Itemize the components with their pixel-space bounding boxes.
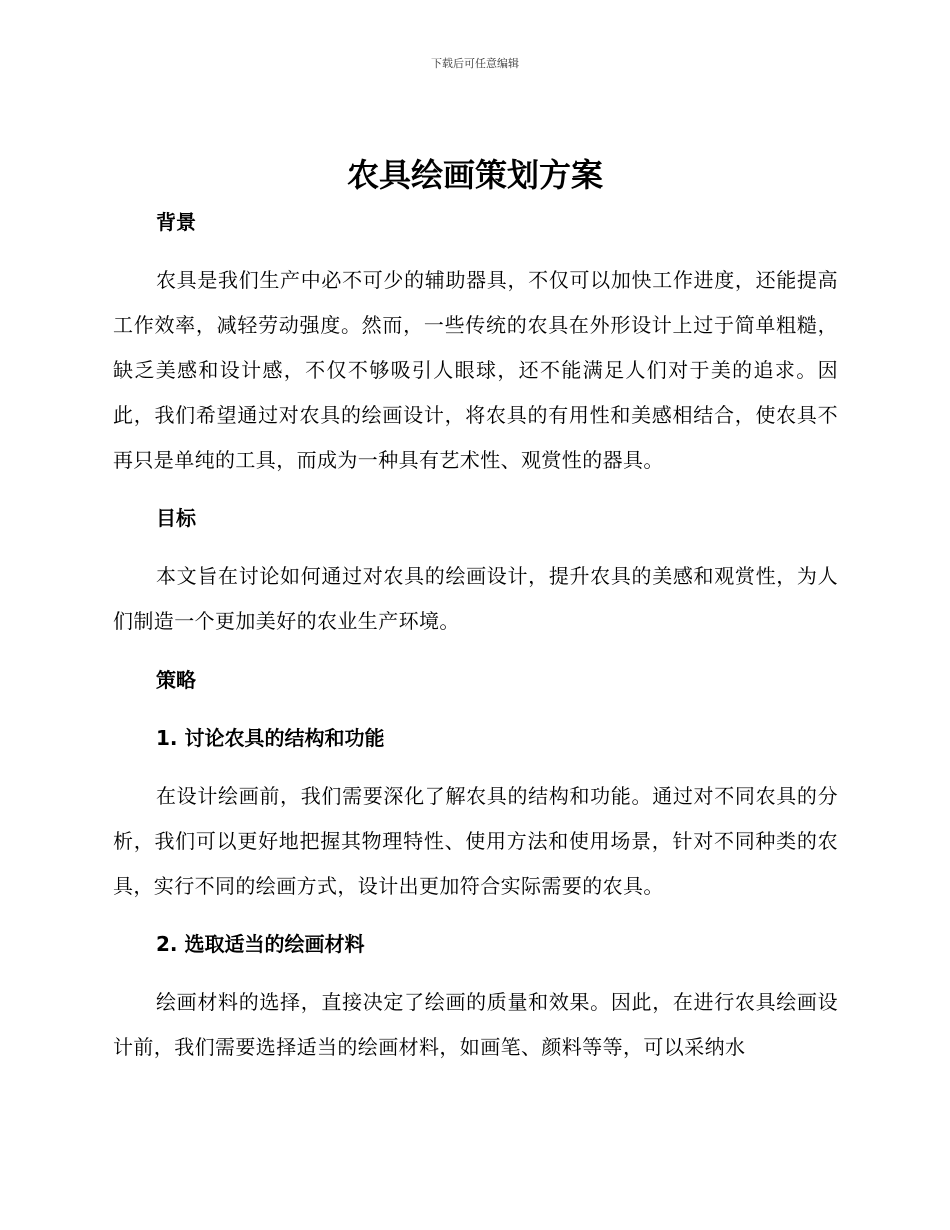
paragraph-materials: 绘画材料的选择，直接决定了绘画的质量和效果。因此，在进行农具绘画设计前，我们需要选择适当的绘画材料，如画笔、颜料等等，可以采纳水 (113, 990, 838, 1059)
paragraph-goal: 本文旨在讨论如何通过对农具的绘画设计，提升农具的美感和观赏性，为人们制造一个更加美好的农业生产环境。 (113, 564, 838, 633)
document-body (113, 200, 838, 1070)
section-heading-strategy: 策略 (156, 668, 196, 692)
section-heading-background: 背景 (156, 210, 196, 234)
header-note: 下载后可任意编辑 (431, 57, 519, 70)
page-title: 农具绘画策划方案 (346, 156, 603, 194)
subsection-heading-materials: 2. 选取适当的绘画材料 (156, 932, 365, 956)
subsection-heading-structure: 1. 讨论农具的结构和功能 (156, 726, 385, 750)
paragraph-structure: 在设计绘画前，我们需要深化了解农具的结构和功能。通过对不同农具的分析，我们可以更好地把握其物理特性、使用方法和使用场景，针对不同种类的农具，实行不同的绘画方式，设计出更加符合实际需要的农具。 (113, 784, 838, 898)
paragraph-background: 农具是我们生产中必不可少的辅助器具，不仅可以加快工作进度，还能提高工作效率，减轻劳动强度。然而，一些传统的农具在外形设计上过于简单粗糙，缺乏美感和设计感，不仅不够吸引人眼球，还不能满足人们对于美的追求。因此，我们希望通过对农具的绘画设计，将农具的有用性和美感相结合，使农具不再只是单纯的工具，而成为一种具有艺术性、观赏性的器具。 (113, 268, 838, 472)
section-heading-goal: 目标 (156, 506, 196, 530)
